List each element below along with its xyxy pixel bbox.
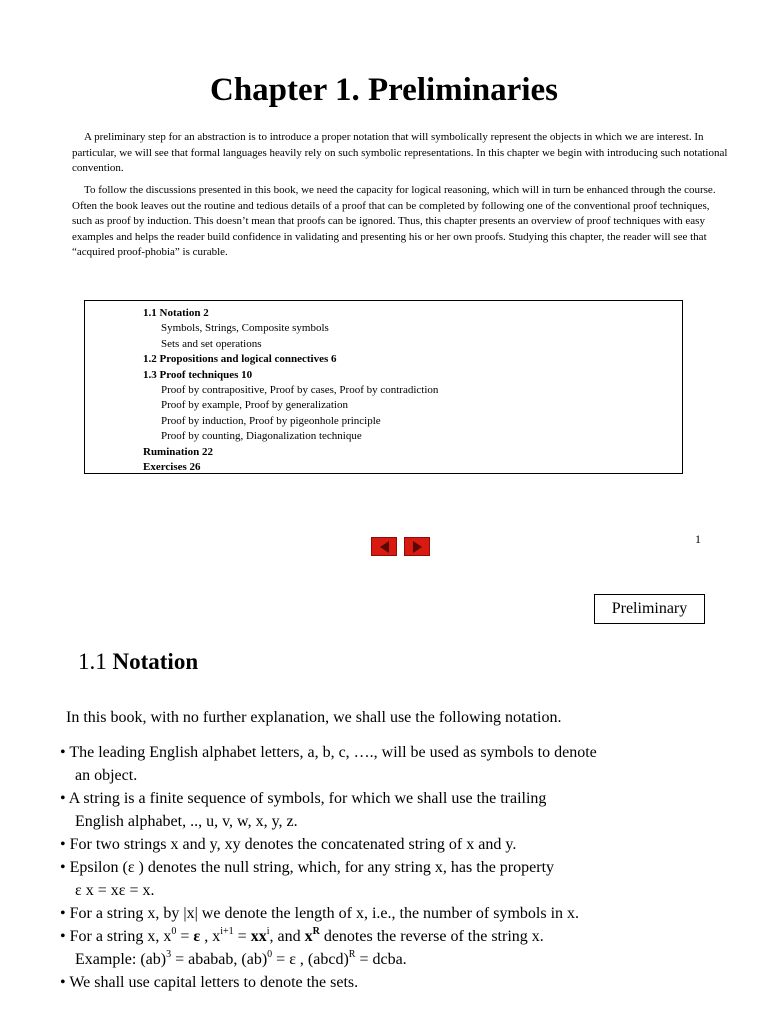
toc-subitem: Proof by contrapositive, Proof by cases, Proof by contradiction (161, 384, 439, 397)
section-badge: Preliminary (594, 594, 705, 624)
list-item: • For a string x, by |x| we denote the length of x, i.e., the number of symbols in x. (60, 905, 580, 922)
toc-item: Exercises 26 (143, 461, 201, 474)
list-item-continuation: English alphabet, .., u, v, w, x, y, z. (75, 813, 298, 830)
toc-item: 1.2 Propositions and logical connectives 6 (143, 353, 337, 366)
toc-subitem: Proof by counting, Diagonalization technique (161, 430, 362, 443)
superscript: i (266, 926, 270, 937)
toc-item: 1.3 Proof techniques 10 (143, 368, 253, 381)
toc-subitem: Symbols, Strings, Composite symbols (161, 322, 329, 335)
text-run: • For a string x, x (60, 928, 172, 945)
text-run: = ababab, (ab) (171, 951, 268, 968)
toc-subitem: Sets and set operations (161, 337, 262, 350)
text-run: = dcba. (355, 951, 407, 968)
superscript: R (348, 949, 356, 960)
superscript: R (312, 926, 320, 937)
text-run: = (176, 928, 194, 945)
toc-item: 1.1 Notation 2 (143, 307, 209, 319)
arrow-left-icon (380, 541, 389, 553)
list-item-continuation (60, 948, 750, 971)
arrow-right-icon (413, 541, 422, 553)
bold-text: x (304, 928, 313, 945)
list-item: • Epsilon (ε ) denotes the null string, which, for any string x, has the property (60, 859, 555, 876)
superscript: i+1 (220, 926, 234, 937)
toc-item: Rumination 22 (143, 445, 213, 458)
section-name: Notation (112, 649, 199, 674)
list-item-continuation: ε x = xε = x. (75, 882, 155, 899)
toc-subitem: Proof by example, Proof by generalization (161, 399, 348, 412)
list-item: • For two strings x and y, xy denotes the concatenated string of x and y. (60, 836, 517, 853)
bold-text: xx (250, 928, 267, 945)
text-run: denotes the reverse of the string x. (319, 928, 544, 945)
previous-page-button[interactable] (371, 537, 397, 556)
notation-list (60, 741, 750, 994)
list-item: • We shall use capital letters to denote the sets. (60, 974, 359, 991)
epsilon-symbol: ε (193, 928, 201, 945)
list-item-continuation: an object. (75, 767, 138, 784)
superscript: 0 (171, 926, 177, 937)
list-item: • The leading English alphabet letters, a, b, c, …., will be used as symbols to denote (60, 744, 597, 761)
superscript: 0 (267, 949, 273, 960)
text-run: = ε , (abcd) (272, 951, 349, 968)
list-item (60, 925, 750, 948)
intro-paragraph-1: A preliminary step for an abstraction is to introduce a proper notation that will symbolically represent the objects in which we are interest. In particular, we will see that formal languages heavily rely on such symbolic representations. In this chapter we begin with introducing such notational convention. (72, 131, 728, 175)
table-of-contents (84, 300, 683, 474)
lead-sentence: In this book, with no further explanation, we shall use the following notation. (66, 709, 562, 726)
section-heading (78, 649, 198, 675)
next-page-button[interactable] (404, 537, 430, 556)
text-run: , and (269, 928, 305, 945)
text-run: , x (200, 928, 221, 945)
toc-subitem: Proof by induction, Proof by pigeonhole principle (161, 414, 381, 427)
superscript: 3 (166, 949, 172, 960)
intro-paragraph-2: To follow the discussions presented in this book, we need the capacity for logical reasoning, which will in turn be enhanced through the course. Often the book leaves out the routine and tedious details of a proof that can be completed by following one of the conventional proof techniques, such as proof by induction. This doesn’t mean that proofs can be ignored. Thus, this chapter presents an overview of proof techniques with easy examples and helps the reader build confidence in validating and presenting his or her own proofs. Studying this chapter, the reader will see that “acquired proof-phobia” is curable. (72, 184, 716, 259)
page-number: 1 (695, 532, 701, 546)
text-run: Example: (ab) (75, 951, 167, 968)
text-run: = (233, 928, 251, 945)
section-number: 1.1 (78, 649, 107, 674)
chapter-title: Chapter 1. Preliminaries (210, 72, 558, 108)
list-item: • A string is a finite sequence of symbols, for which we shall use the trailing (60, 790, 547, 807)
